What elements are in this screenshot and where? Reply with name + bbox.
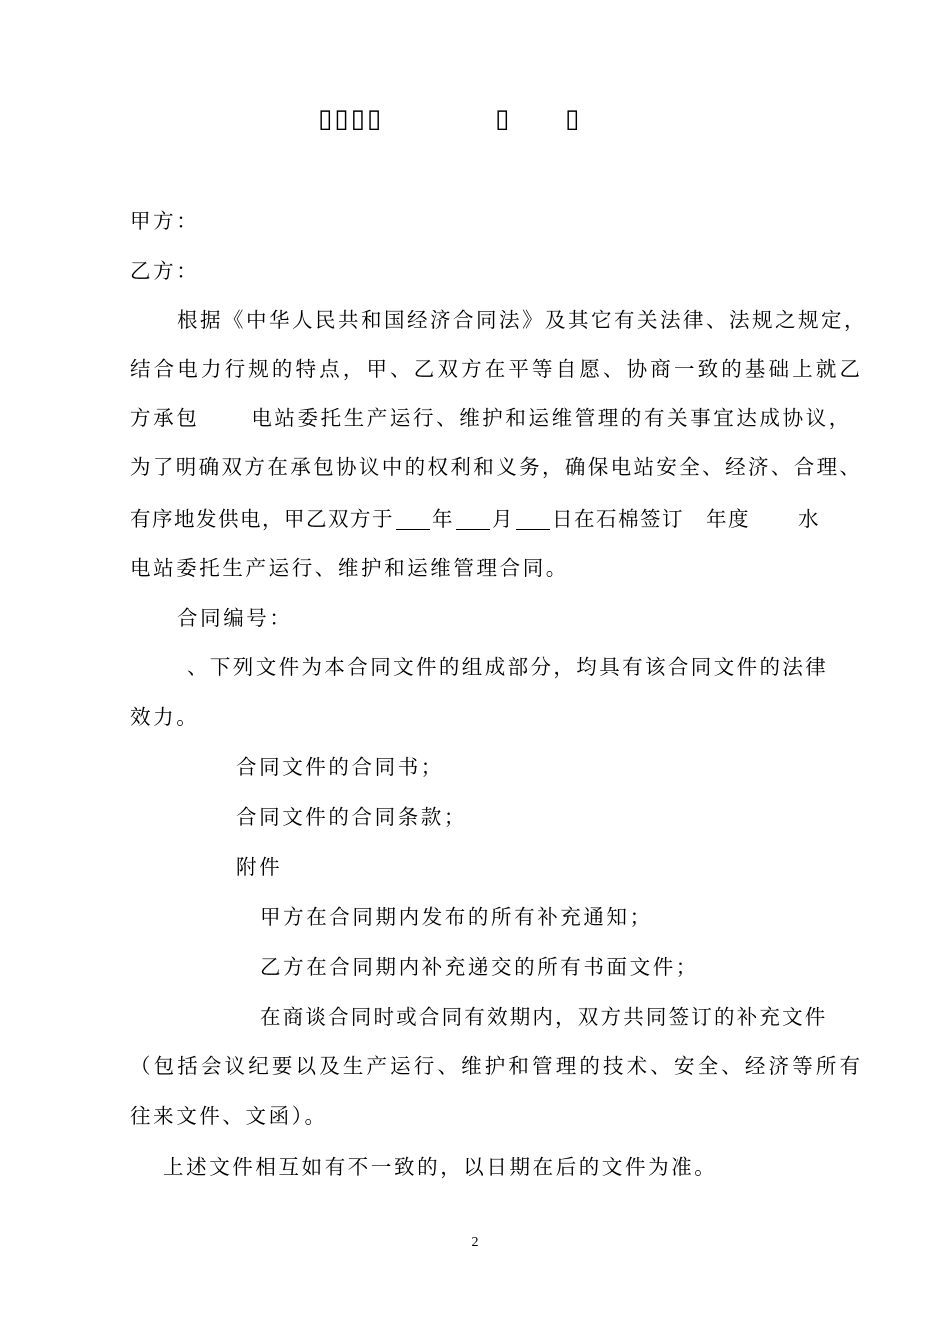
preamble-line-3a: 方承包 xyxy=(130,406,200,430)
preamble-line-4: 为了明确双方在承包协议中的权利和义务，确保电站安全、经济、合理、 xyxy=(130,455,860,479)
preamble-line-5 xyxy=(130,504,820,534)
document-title xyxy=(0,104,950,144)
annex-item-2: 乙方在合同期内补充递交的所有书面文件； xyxy=(260,955,699,979)
preamble-line-5a: 有序地发供电，甲乙双方于 xyxy=(130,507,394,531)
document-item-2: 合同文件的合同条款； xyxy=(236,805,467,829)
preamble-line-2: 结合电力行规的特点，甲、乙双方在平等自愿、协商一致的基础上就乙 xyxy=(130,357,860,381)
preamble-line-6: 电站委托生产运行、维护和运维管理合同。 xyxy=(130,556,569,580)
month-blank xyxy=(456,509,490,530)
title-part-1: ▯▯▯▯ xyxy=(318,104,384,134)
supplement-line-3: 往来文件、文函）。 xyxy=(130,1104,328,1128)
annex-item-1: 甲方在合同期内发布的所有补充通知； xyxy=(260,905,653,929)
document-item-1: 合同文件的合同书； xyxy=(236,755,444,779)
day-blank xyxy=(516,509,550,530)
page-number: 2 xyxy=(471,1235,479,1250)
preamble-line-5d: 水 xyxy=(798,507,820,531)
preamble-line-5b: 日在石棉签订 xyxy=(552,507,684,531)
preamble-line-1: 根据《中华人民共和国经济合同法》及其它有关法律、法规之规定， xyxy=(177,308,867,332)
year-blank xyxy=(396,509,430,530)
supplement-line-1: 在商谈合同时或合同有效期内，双方共同签订的补充文件 xyxy=(260,1005,828,1029)
party-a-label: 甲方： xyxy=(130,209,200,233)
clause-1-line-1: 、下列文件为本合同文件的组成部分，均具有该合同文件的法律 xyxy=(187,655,829,679)
month-label: 月 xyxy=(492,507,514,531)
document-item-3: 附件 xyxy=(236,855,283,879)
preamble-line-3b: 电站委托生产运行、维护和运维管理的有关事宜达成协议， xyxy=(251,406,852,430)
title-part-3: ▯ xyxy=(565,104,582,134)
preamble-line-3 xyxy=(130,403,852,433)
contract-number-label: 合同编号： xyxy=(177,606,293,630)
year-label: 年 xyxy=(432,507,454,531)
precedence-note: 上述文件相互如有不一致的，以日期在后的文件为准。 xyxy=(163,1155,718,1179)
supplement-line-2: （包括会议纪要以及生产运行、维护和管理的技术、安全、经济等所有 xyxy=(130,1054,860,1078)
title-part-2: ▯ xyxy=(495,104,512,134)
clause-1-line-2: 效力。 xyxy=(130,705,200,729)
preamble-line-5c: 年度 xyxy=(706,507,750,531)
party-b-label: 乙方： xyxy=(130,259,200,283)
